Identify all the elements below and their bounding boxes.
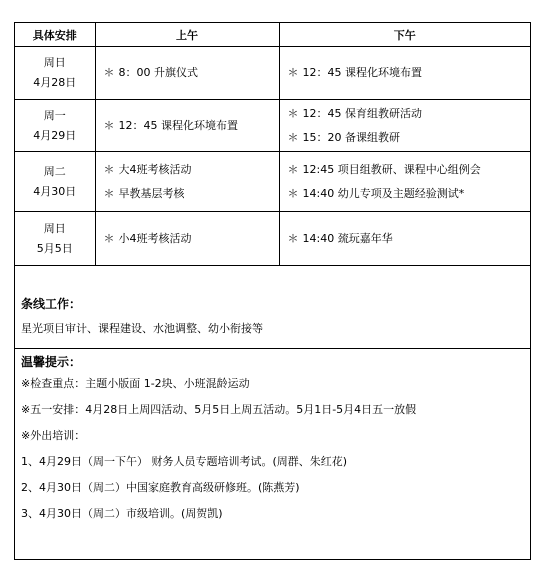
schedule-item-text: 14:40 巯玩嘉年华 [302, 231, 393, 245]
morning-cell [95, 212, 279, 266]
morning-cell [95, 100, 279, 152]
section-divider [15, 348, 530, 349]
day-date: 4月30日 [33, 184, 77, 198]
bullet-icon: ＊ [287, 186, 299, 200]
list-item [104, 182, 279, 206]
spacer [21, 338, 524, 348]
morning-cell [95, 152, 279, 212]
schedule-table [15, 23, 530, 266]
schedule-item-text: 15：20 备课组教研 [302, 130, 400, 144]
schedule-document [14, 22, 531, 560]
table-row [15, 152, 530, 212]
bullet-icon: ＊ [103, 162, 115, 176]
day-cell [15, 47, 95, 100]
day-date: 5月5日 [36, 241, 73, 255]
day-cell [15, 212, 95, 266]
day-cell [15, 100, 95, 152]
bullet-icon: ＊ [287, 106, 299, 120]
bullet-icon: ＊ [103, 66, 115, 79]
table-row [15, 100, 530, 152]
schedule-item-text: 12：45 课程化环境布置 [118, 118, 238, 132]
list-item [288, 227, 531, 251]
list-item [104, 227, 279, 251]
line-work-text: 星光项目审计、课程建设、水池调整、幼小衔接等 [21, 322, 263, 335]
tips-line: 1、4月29日（周一下午） 财务人员专题培训考试。(周群、朱红花) [21, 455, 348, 468]
schedule-item-text: 12：45 保育组教研活动 [302, 106, 422, 120]
afternoon-cell [279, 47, 530, 100]
list-item [288, 182, 531, 206]
list-item [288, 61, 531, 85]
list-item [288, 126, 531, 150]
notes-section [15, 266, 530, 527]
table-row [15, 212, 530, 266]
day-date: 4月28日 [33, 76, 77, 89]
day-name: 周一 [43, 108, 66, 122]
day-date: 4月29日 [33, 128, 77, 142]
list-item [288, 102, 531, 126]
header-afternoon: 下午 [279, 23, 530, 47]
schedule-item-text: 12：45 课程化环境布置 [302, 66, 422, 79]
schedule-item-text: 早教基层考核 [118, 186, 185, 200]
bullet-icon: ＊ [287, 162, 299, 176]
day-name: 周日 [43, 56, 66, 69]
tips-line: ※检查重点：主题小版面 1-2块、小班混龄运动 [21, 377, 250, 390]
schedule-item-text: 14:40 幼儿专项及主题经验测试* [302, 186, 465, 200]
schedule-item-text: 大4班考核活动 [118, 162, 192, 176]
list-item [104, 114, 279, 138]
morning-cell [95, 47, 279, 100]
schedule-item-text: 12:45 项目组教研、课程中心组例会 [302, 162, 481, 176]
table-row [15, 47, 530, 100]
table-header-row [15, 23, 530, 47]
list-item [104, 61, 279, 85]
header-morning: 上午 [95, 23, 279, 47]
tips-line: 3、4月30日（周二）市级培训。(周贺凯) [21, 507, 223, 520]
schedule-item-text: 小4班考核活动 [118, 231, 192, 245]
bullet-icon: ＊ [287, 66, 299, 79]
list-item [104, 158, 279, 182]
afternoon-cell [279, 152, 530, 212]
tips-line: ※外出培训： [21, 429, 86, 442]
tips-line: ※五一安排：4月28日上周四活动、5月5日上周五活动。5月1日-5月4日五一放假 [21, 403, 417, 416]
header-day: 具体安排 [15, 23, 95, 47]
bullet-icon: ＊ [287, 130, 299, 144]
day-name: 周二 [43, 164, 66, 178]
afternoon-cell [279, 212, 530, 266]
bullet-icon: ＊ [103, 118, 115, 132]
list-item [288, 158, 531, 182]
spacer [21, 266, 524, 296]
bullet-icon: ＊ [103, 231, 115, 245]
bullet-icon: ＊ [287, 231, 299, 245]
tips-title: 温馨提示： [21, 355, 82, 369]
day-cell [15, 152, 95, 212]
bullet-icon: ＊ [103, 186, 115, 200]
day-name: 周日 [43, 221, 66, 235]
afternoon-cell [279, 100, 530, 152]
schedule-item-text: 8：00 升旗仪式 [118, 66, 198, 79]
tips-line: 2、4月30日（周二）中国家庭教育高级研修班。(陈燕芳) [21, 481, 300, 494]
line-work-title: 条线工作： [21, 297, 82, 311]
